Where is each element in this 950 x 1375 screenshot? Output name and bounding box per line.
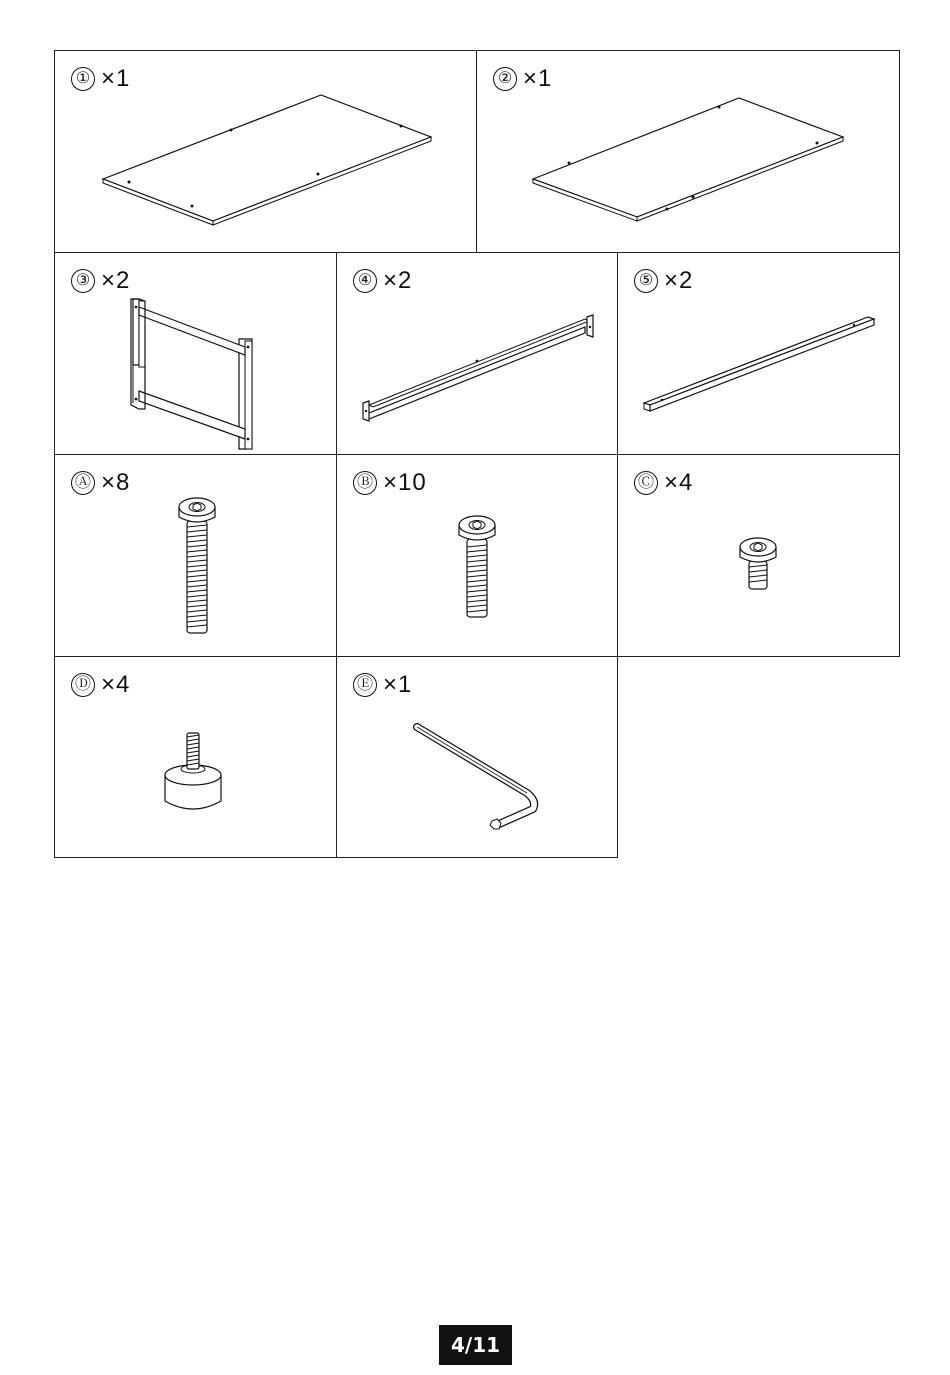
part-quantity: ×4 (101, 671, 131, 698)
part-quantity: ×1 (383, 671, 413, 698)
part-cell-E (336, 656, 618, 858)
leveling-foot-illustration (55, 657, 338, 859)
part-cell-3 (54, 252, 337, 455)
part-cell-4 (336, 252, 618, 455)
part-cell-2 (476, 50, 900, 253)
part-number-badge: ⑤ (634, 269, 658, 293)
short-bolt-illustration (618, 455, 901, 658)
part-number-badge: ② (493, 67, 517, 91)
part-number-badge: ④ (353, 269, 377, 293)
part-cell-C (617, 454, 900, 657)
part-quantity: ×1 (101, 65, 131, 92)
part-number-badge: ③ (71, 269, 95, 293)
part-quantity: ×2 (383, 267, 413, 294)
part-quantity: ×1 (523, 65, 553, 92)
part-cell-D (54, 656, 337, 858)
part-quantity: ×2 (664, 267, 694, 294)
part-cell-A (54, 454, 337, 657)
part-cell-1 (54, 50, 478, 253)
part-number-badge: Ⓒ (634, 471, 658, 495)
allen-key-icon (337, 657, 619, 859)
page-number: 4/11 (439, 1325, 512, 1365)
long-rail-bracket-illustration (337, 253, 619, 456)
part-number-badge: Ⓔ (353, 673, 377, 697)
long-bolt-illustration (55, 455, 338, 658)
side-frame-illustration (55, 253, 338, 456)
part-quantity: ×2 (101, 267, 131, 294)
medium-bolt-illustration (337, 455, 619, 658)
part-quantity: ×4 (664, 469, 694, 496)
long-rail-illustration (618, 253, 901, 456)
part-cell-5 (617, 252, 900, 455)
part-cell-B (336, 454, 618, 657)
panel-board-illustration (477, 51, 901, 254)
part-number-badge: ① (71, 67, 95, 91)
part-number-badge: Ⓐ (71, 471, 95, 495)
part-quantity: ×8 (101, 469, 131, 496)
panel-board-illustration (55, 51, 479, 254)
part-number-badge: Ⓓ (71, 673, 95, 697)
parts-list-grid (54, 50, 900, 858)
part-quantity: ×10 (383, 469, 427, 496)
part-number-badge: Ⓑ (353, 471, 377, 495)
